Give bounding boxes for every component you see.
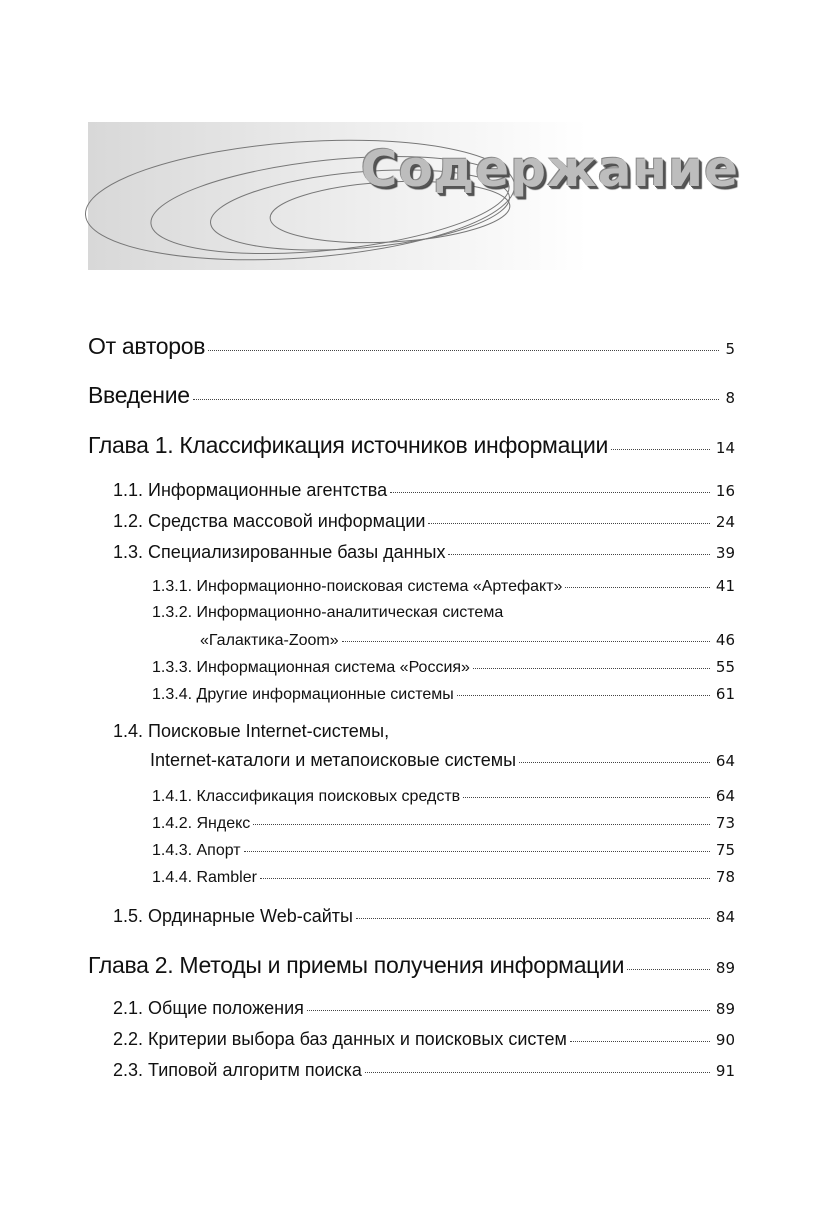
toc-entry[interactable] [152,658,735,677]
toc-entry[interactable] [152,787,735,806]
toc-page-number: 90 [715,1031,735,1049]
leader-dots [428,523,709,524]
toc-page-number: 41 [715,577,735,595]
toc-entry-label-line1[interactable]: 1.4. Поисковые Internet-системы, [113,721,390,741]
toc-entry[interactable] [113,511,735,532]
leader-dots [448,554,709,555]
toc-entry-label: 2.1. Общие положения [113,998,304,1018]
toc-entry-label-line1[interactable]: 1.3.2. Информационно-аналитическая система [152,604,504,621]
leader-dots [463,797,710,798]
toc-page-number: 16 [715,482,735,500]
toc-entry[interactable] [113,480,735,501]
toc-entry[interactable] [88,952,735,979]
toc-entry[interactable] [88,432,735,459]
toc-entry[interactable] [200,631,735,650]
toc-entry[interactable] [152,685,735,704]
leader-dots [570,1041,710,1042]
leader-dots [193,399,720,400]
toc-entry-label: Введение [88,382,190,408]
toc-entry[interactable] [88,333,735,360]
header-decoration [0,0,827,300]
leader-dots [342,641,710,642]
toc-page-number: 89 [715,959,735,977]
page-title: Содержание [360,140,739,198]
toc-entry-label: 1.3.1. Информационно-поисковая система «Артефакт» [152,578,563,595]
leader-dots [244,851,710,852]
toc-entry[interactable] [113,998,735,1019]
toc-entry-label: «Галактика-Zoom» [200,632,339,649]
toc-entry-label: 1.1. Информационные агентства [113,480,388,500]
toc-entry[interactable] [152,868,735,887]
toc-entry-label: 2.3. Типовой алгоритм поиска [113,1060,362,1080]
toc-entry[interactable] [150,750,735,771]
toc-entry-label: 1.3.3. Информационная система «Россия» [152,659,470,676]
toc-entry-label: 1.2. Средства массовой информации [113,511,426,531]
toc-page-number: 55 [715,658,735,676]
toc-entry-label: От авторов [88,333,206,359]
toc-page-number: 8 [725,389,735,407]
toc-entry[interactable] [113,542,735,563]
leader-dots [307,1010,710,1011]
leader-dots [627,969,710,970]
toc-page-number: 61 [715,685,735,703]
toc-entry[interactable] [152,841,735,860]
toc-page-number: 75 [715,841,735,859]
leader-dots [611,449,710,450]
toc-entry-label: Internet-каталоги и метапоисковые системы [150,750,517,770]
leader-dots [473,668,710,669]
toc-page-number: 84 [715,908,735,926]
leader-dots [356,918,710,919]
leader-dots [565,587,709,588]
leader-dots [457,695,710,696]
toc-page-number: 78 [715,868,735,886]
toc-entry[interactable] [113,1029,735,1050]
toc-page-number: 64 [715,752,735,770]
toc-page-number: 89 [715,1000,735,1018]
toc-entry-label: Глава 1. Классификация источников информации [88,432,609,458]
toc-page-number: 5 [725,340,735,358]
toc-page-number: 14 [715,439,735,457]
toc-entry[interactable] [113,1060,735,1081]
toc-page-number: 64 [715,787,735,805]
toc-page-number: 46 [715,631,735,649]
toc-entry-label: 1.4.4. Rambler [152,869,257,886]
leader-dots [519,762,710,763]
toc-entry-label: 2.2. Критерии выбора баз данных и поисковых систем [113,1029,567,1049]
toc-entry[interactable] [113,906,735,927]
toc-entry[interactable] [88,382,735,409]
toc-page-number: 91 [715,1062,735,1080]
leader-dots [365,1072,710,1073]
toc-page-number: 39 [715,544,735,562]
toc-entry-label: Глава 2. Методы и приемы получения информации [88,952,625,978]
toc-entry[interactable] [152,814,735,833]
toc-entry-label: 1.4.1. Классификация поисковых средств [152,788,461,805]
toc-entry[interactable] [152,577,735,596]
toc-entry-label: 1.4.3. Апорт [152,842,241,859]
toc-entry-label: 1.4.2. Яндекс [152,815,251,832]
leader-dots [390,492,710,493]
leader-dots [253,824,710,825]
toc-page-number: 24 [715,513,735,531]
leader-dots [260,878,710,879]
toc-entry-label: 1.5. Ординарные Web-сайты [113,906,353,926]
toc-entry-label: 1.3. Специализированные базы данных [113,542,446,562]
toc-entry-label: 1.3.4. Другие информационные системы [152,686,454,703]
toc-page-number: 73 [715,814,735,832]
leader-dots [208,350,719,351]
